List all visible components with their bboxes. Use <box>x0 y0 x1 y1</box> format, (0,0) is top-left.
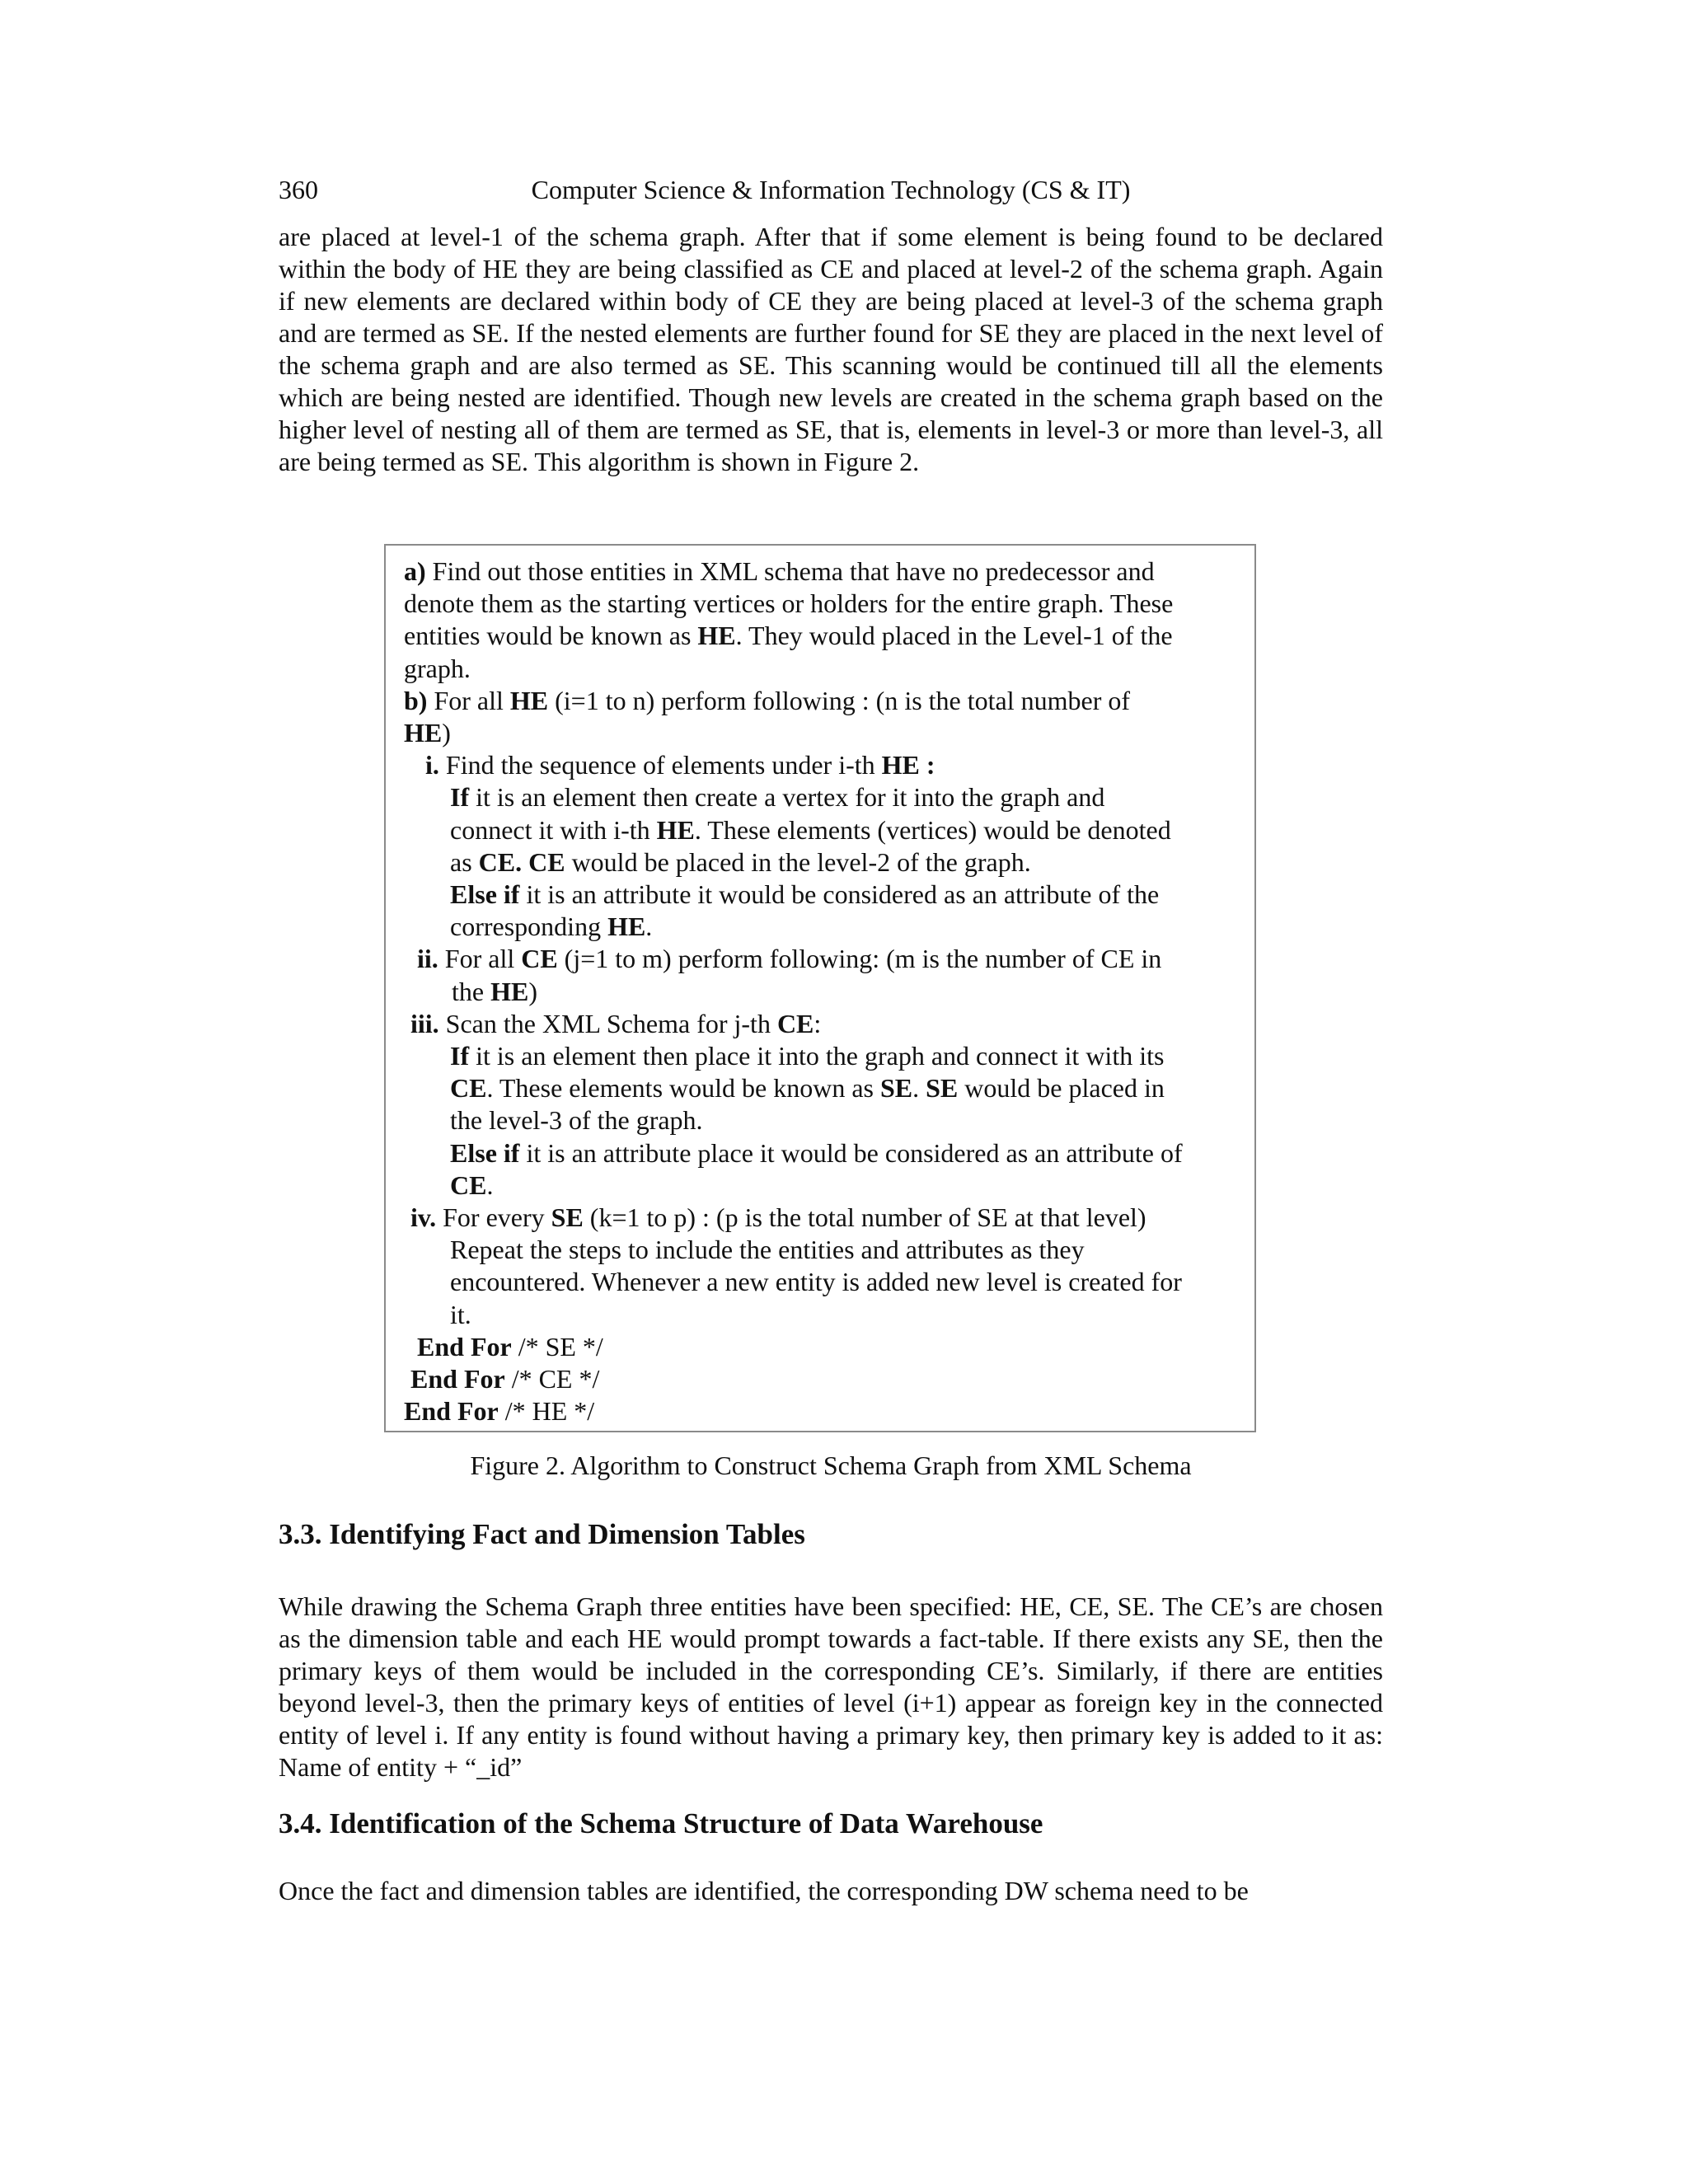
section-3-4-paragraph: Once the fact and dimension tables are identified, the corresponding DW schema need to be <box>279 1876 1249 1905</box>
intro-paragraph: are placed at level-1 of the schema graph. After that if some element is being found to be declared within the body of HE they are being classified as CE and placed at level-2 of the schema graph. Again if new elements are declared within body of CE they are being placed at level-3 of the schema graph and are termed as SE. If the nested elements are further found for SE they are placed in the next level of the schema graph and are also termed as SE. This scanning would be continued till all the elements which are being nested are identified. Though new levels are created in the schema graph based on the higher level of nesting all of them are termed as SE, that is, elements in level-3 or more than level-3, all are being termed as SE. This algorithm is shown in Figure 2. <box>279 222 1383 476</box>
algorithm-box <box>384 544 1256 1432</box>
algo-line: Else if it is an attribute place it would be considered as an attribute of <box>450 1137 1183 1168</box>
algo-line: denote them as the starting vertices or holders for the entire graph. These <box>404 588 1174 619</box>
algo-line: CE. <box>450 1169 494 1200</box>
algo-step-iv: iv. For every SE (k=1 to p) : (p is the total number of SE at that level) <box>410 1202 1146 1233</box>
algo-line: it. <box>450 1299 471 1329</box>
algo-line: If it is an element then create a vertex for it into the graph and <box>450 782 1105 813</box>
algo-line: corresponding HE. <box>450 912 653 942</box>
algo-line: HE) <box>404 718 451 748</box>
page-header <box>279 171 1383 208</box>
algo-line: connect it with i-th HE. These elements (vertices) would be denoted <box>450 814 1171 845</box>
algo-line: CE. These elements would be known as SE. SE would be placed in <box>450 1073 1165 1104</box>
intro-paragraph-block <box>279 221 1383 478</box>
section-3-4-paragraph-block <box>279 1875 1383 1907</box>
section-heading-3-3: 3.3. Identifying Fact and Dimension Tables <box>279 1518 805 1550</box>
section-heading-3-4: 3.4. Identification of the Schema Structure of Data Warehouse <box>279 1807 1043 1840</box>
algo-end-for-ce: End For /* CE */ <box>410 1364 600 1394</box>
algo-line: the HE) <box>452 976 537 1006</box>
figure-caption: Figure 2. Algorithm to Construct Schema Graph from XML Schema <box>470 1451 1192 1480</box>
running-title: Computer Science & Information Technology (CS & IT) <box>531 175 1131 204</box>
algo-step-i: i. Find the sequence of elements under i-th HE : <box>425 750 935 780</box>
page-number: 360 <box>279 175 318 204</box>
section-3-3-paragraph: While drawing the Schema Graph three entities have been specified: HE, CE, SE. The CE’s are chosen as the dimension table and each HE would prompt towards a fact-table. If there exists any SE, then the primary keys of them would be included in the corresponding CE’s. Similarly, if there are entities beyond level-3, then the primary keys of entities of level (i+1) appear as foreign key in the connected entity of level i. If any entity is found without having a primary key, then primary key is added to it as: Name of entity + “_id” <box>279 1591 1383 1782</box>
algo-line: encountered. Whenever a new entity is added new level is created for <box>450 1267 1182 1297</box>
section-3-3-paragraph-block <box>279 1591 1383 1783</box>
algo-end-for-he: End For /* HE */ <box>404 1396 595 1427</box>
algo-step-ii: ii. For all CE (j=1 to m) perform following: (m is the number of CE in <box>417 944 1162 974</box>
algo-end-for-se: End For /* SE */ <box>417 1331 603 1361</box>
algo-line: entities would be known as HE. They would placed in the Level-1 of the <box>404 621 1173 651</box>
algo-line: graph. <box>404 653 471 683</box>
algo-line: Repeat the steps to include the entities and attributes as they <box>450 1235 1085 1265</box>
algo-line: a) Find out those entities in XML schema that have no predecessor and <box>404 556 1155 586</box>
algo-line: b) For all HE (i=1 to n) perform following : (n is the total number of <box>404 685 1131 715</box>
algo-line: If it is an element then place it into the graph and connect it with its <box>450 1041 1165 1071</box>
algorithm-text <box>404 555 1236 1427</box>
algo-line: as CE. CE would be placed in the level-2 of the graph. <box>450 846 1031 877</box>
algo-line: the level-3 of the graph. <box>450 1105 703 1136</box>
algo-step-iii: iii. Scan the XML Schema for j-th CE: <box>410 1008 822 1038</box>
algo-line: Else if it is an attribute it would be considered as an attribute of the <box>450 879 1160 910</box>
